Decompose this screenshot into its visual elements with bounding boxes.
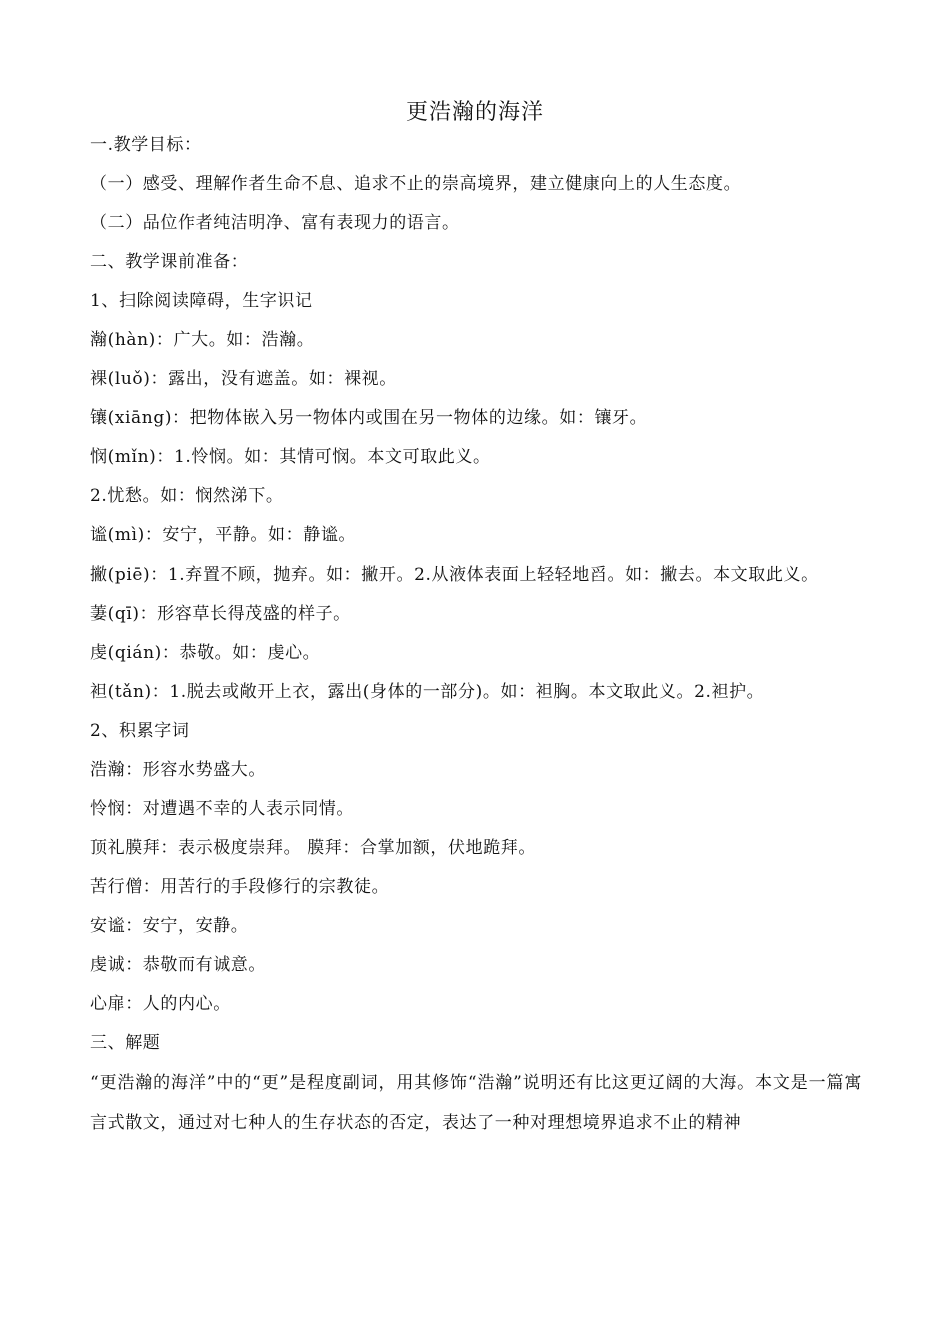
objective-2: （二）品位作者纯洁明净、富有表现力的语言。	[90, 213, 460, 233]
document-title: 更浩瀚的海洋	[405, 100, 544, 125]
word-entry: 顶礼膜拜：表示极度崇拜。 膜拜：合掌加额，伏地跪拜。	[90, 838, 537, 858]
vocab-entry: 镶(xiāng)：把物体嵌入另一物体内或围在另一物体的边缘。如：镶牙。	[90, 408, 648, 428]
word-entry: 怜悯：对遭遇不幸的人表示同情。	[90, 799, 354, 819]
vocab-entry: 萋(qī)：形容草长得茂盛的样子。	[90, 604, 351, 624]
section-heading-objectives: 一.教学目标：	[90, 135, 202, 155]
vocab-entry: 悯(mǐn)：1.怜悯。如：其情可悯。本文可取此义。	[90, 447, 491, 467]
vocab-entry: 2.忧愁。如：悯然涕下。	[90, 486, 284, 506]
document-body	[90, 126, 862, 1143]
vocab-entry: 撇(piē)：1.弃置不顾，抛弃。如：撇开。2.从液体表面上轻轻地舀。如：撇去。本文取此义。	[90, 565, 819, 585]
vocab-entry: 瀚(hàn)：广大。如：浩瀚。	[90, 330, 315, 350]
word-entry: 心扉：人的内心。	[90, 994, 231, 1014]
word-entry: 虔诚：恭敬而有诚意。	[90, 955, 266, 975]
subheading-new-characters: 1、扫除阅读障碍，生字识记	[90, 291, 313, 311]
subheading-word-accumulation: 2、积累字词	[90, 721, 190, 741]
word-entry: 安谧：安宁，安静。	[90, 916, 249, 936]
title-explanation-paragraph: “更浩瀚的海洋”中的“更”是程度副词，用其修饰“浩瀚”说明还有比这更辽阔的大海。本文是一篇寓言式散文，通过对七种人的生存状态的否定，表达了一种对理想境界追求不止的精神	[90, 1073, 862, 1133]
section-heading-title-explanation: 三、解题	[90, 1033, 161, 1053]
word-entry: 苦行僧：用苦行的手段修行的宗教徒。	[90, 877, 390, 897]
vocab-entry: 裸(luǒ)：露出，没有遮盖。如：裸视。	[90, 369, 397, 389]
section-heading-preparation: 二、教学课前准备：	[90, 252, 249, 272]
objective-1: （一）感受、理解作者生命不息、追求不止的崇高境界，建立健康向上的人生态度。	[90, 174, 742, 194]
vocab-entry: 袒(tǎn)：1.脱去或敞开上衣，露出(身体的一部分)。如：袒胸。本文取此义。2.袒护。	[90, 682, 765, 702]
vocab-entry: 虔(qián)：恭敬。如：虔心。	[90, 643, 321, 663]
vocab-entry: 谧(mì)：安宁，平静。如：静谧。	[90, 525, 357, 545]
word-entry: 浩瀚：形容水势盛大。	[90, 760, 266, 780]
